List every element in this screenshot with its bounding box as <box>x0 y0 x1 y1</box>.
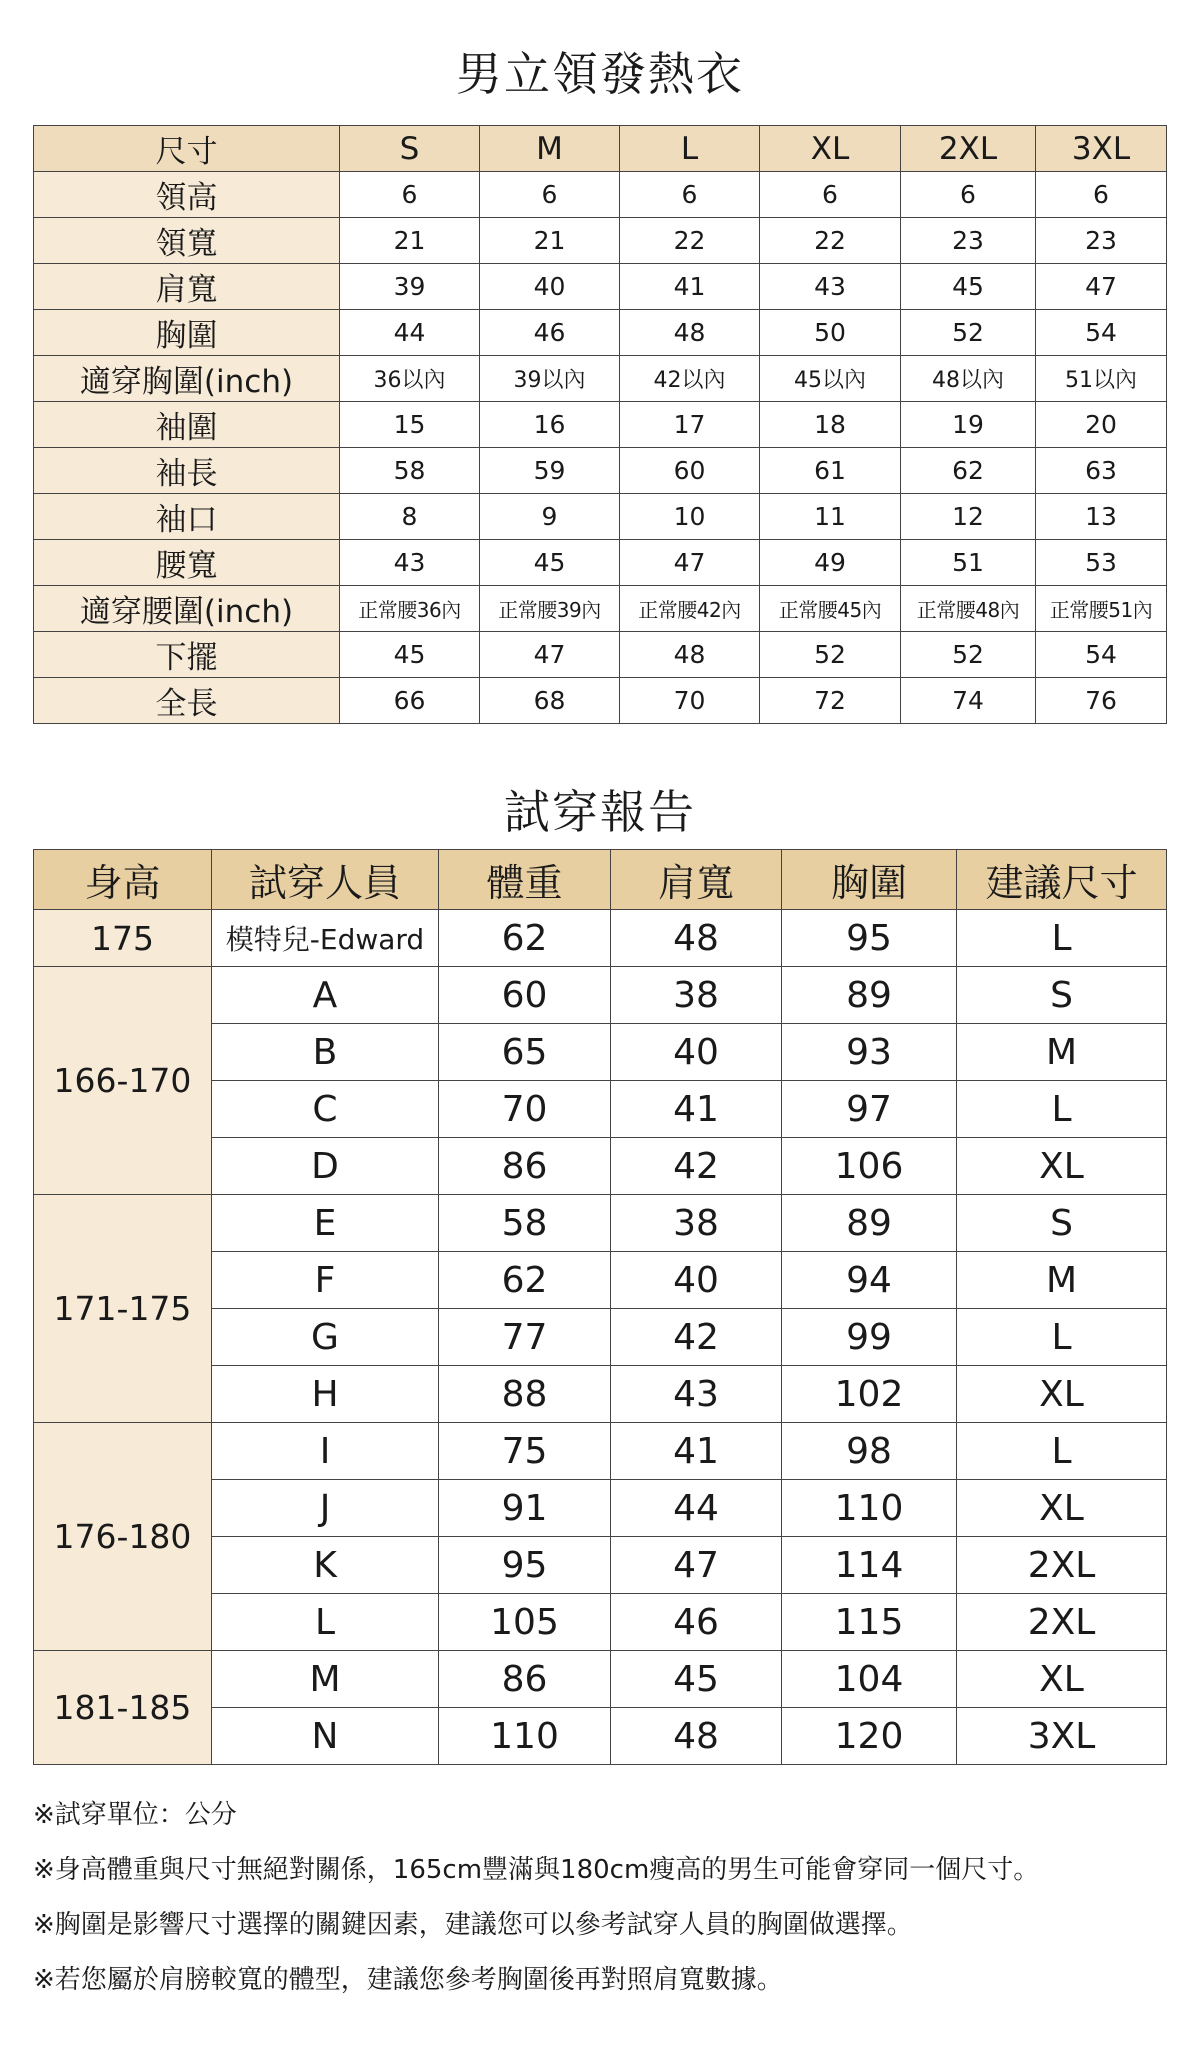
size-row-label: 領高 <box>34 172 340 218</box>
tester-row <box>34 967 1167 1024</box>
size-row-label: 肩寬 <box>34 264 340 310</box>
report-column-header: 試穿人員 <box>212 850 439 910</box>
size-row <box>34 172 1167 218</box>
size-cell: 16 <box>480 402 620 448</box>
tester-weight: 86 <box>439 1651 611 1708</box>
note-shoulder: ※若您屬於肩膀較寬的體型，建議您參考胸圍後再對照肩寬數據。 <box>33 1965 783 1995</box>
tester-name: D <box>212 1138 439 1195</box>
size-cell: 76 <box>1036 678 1167 724</box>
size-cell: 62 <box>901 448 1036 494</box>
tester-shoulder: 42 <box>611 1309 782 1366</box>
tester-weight: 65 <box>439 1024 611 1081</box>
size-cell: 15 <box>340 402 480 448</box>
size-cell: 46 <box>480 310 620 356</box>
size-row <box>34 678 1167 724</box>
tester-shoulder: 43 <box>611 1366 782 1423</box>
size-chart-title: 男立領發熱衣 <box>456 47 744 101</box>
size-cell: 51 <box>901 540 1036 586</box>
model-chest: 95 <box>782 910 957 967</box>
size-cell: 36以內 <box>340 356 480 402</box>
tester-name: B <box>212 1024 439 1081</box>
report-column-header: 建議尺寸 <box>957 850 1167 910</box>
size-column-header: 2XL <box>901 126 1036 172</box>
size-cell: 49 <box>760 540 901 586</box>
tester-chest: 89 <box>782 1195 957 1252</box>
report-column-header: 身高 <box>34 850 212 910</box>
tester-shoulder: 38 <box>611 1195 782 1252</box>
tester-weight: 105 <box>439 1594 611 1651</box>
height-group: 181-185 <box>34 1651 212 1765</box>
tester-name: L <box>212 1594 439 1651</box>
size-cell: 正常腰42內 <box>620 586 760 632</box>
size-cell: 53 <box>1036 540 1167 586</box>
size-cell: 6 <box>340 172 480 218</box>
model-weight: 62 <box>439 910 611 967</box>
tester-chest: 93 <box>782 1024 957 1081</box>
tester-chest: 97 <box>782 1081 957 1138</box>
tester-weight: 91 <box>439 1480 611 1537</box>
size-cell: 48以內 <box>901 356 1036 402</box>
size-row <box>34 540 1167 586</box>
note-chest: ※胸圍是影響尺寸選擇的關鍵因素，建議您可以參考試穿人員的胸圍做選擇。 <box>33 1910 913 1940</box>
size-row <box>34 218 1167 264</box>
size-cell: 9 <box>480 494 620 540</box>
tester-shoulder: 46 <box>611 1594 782 1651</box>
size-cell: 63 <box>1036 448 1167 494</box>
size-cell: 45 <box>340 632 480 678</box>
size-cell: 19 <box>901 402 1036 448</box>
tester-chest: 114 <box>782 1537 957 1594</box>
tester-chest: 94 <box>782 1252 957 1309</box>
size-cell: 50 <box>760 310 901 356</box>
tester-weight: 95 <box>439 1537 611 1594</box>
size-cell: 48 <box>620 310 760 356</box>
tester-weight: 110 <box>439 1708 611 1765</box>
size-cell: 52 <box>760 632 901 678</box>
tester-name: H <box>212 1366 439 1423</box>
tester-name: K <box>212 1537 439 1594</box>
tester-size: L <box>957 1309 1167 1366</box>
model-size: L <box>957 910 1167 967</box>
height-group: 166-170 <box>34 967 212 1195</box>
size-cell: 68 <box>480 678 620 724</box>
tester-name: F <box>212 1252 439 1309</box>
size-row <box>34 264 1167 310</box>
tester-chest: 115 <box>782 1594 957 1651</box>
tester-weight: 88 <box>439 1366 611 1423</box>
tester-name: N <box>212 1708 439 1765</box>
size-cell: 47 <box>1036 264 1167 310</box>
tester-size: 2XL <box>957 1537 1167 1594</box>
report-column-header: 肩寬 <box>611 850 782 910</box>
size-cell: 47 <box>480 632 620 678</box>
tester-shoulder: 47 <box>611 1537 782 1594</box>
tester-weight: 62 <box>439 1252 611 1309</box>
tester-size: L <box>957 1081 1167 1138</box>
size-cell: 54 <box>1036 310 1167 356</box>
size-row-label: 領寬 <box>34 218 340 264</box>
size-cell: 22 <box>620 218 760 264</box>
tester-shoulder: 45 <box>611 1651 782 1708</box>
tester-shoulder: 38 <box>611 967 782 1024</box>
size-cell: 61 <box>760 448 901 494</box>
size-row-label: 腰寬 <box>34 540 340 586</box>
size-cell: 52 <box>901 310 1036 356</box>
size-cell: 58 <box>340 448 480 494</box>
tester-size: L <box>957 1423 1167 1480</box>
tester-shoulder: 40 <box>611 1252 782 1309</box>
tester-chest: 98 <box>782 1423 957 1480</box>
tester-chest: 110 <box>782 1480 957 1537</box>
size-header-row <box>34 126 1167 172</box>
size-cell: 正常腰45內 <box>760 586 901 632</box>
size-column-header: S <box>340 126 480 172</box>
size-cell: 21 <box>340 218 480 264</box>
size-row-label: 下擺 <box>34 632 340 678</box>
size-cell: 70 <box>620 678 760 724</box>
size-header-label: 尺寸 <box>34 126 340 172</box>
size-cell: 47 <box>620 540 760 586</box>
tester-size: S <box>957 967 1167 1024</box>
height-group: 171-175 <box>34 1195 212 1423</box>
report-column-header: 胸圍 <box>782 850 957 910</box>
size-cell: 6 <box>620 172 760 218</box>
tester-chest: 120 <box>782 1708 957 1765</box>
size-cell: 39 <box>340 264 480 310</box>
tester-chest: 106 <box>782 1138 957 1195</box>
tester-chest: 89 <box>782 967 957 1024</box>
tester-shoulder: 40 <box>611 1024 782 1081</box>
height-group: 176-180 <box>34 1423 212 1651</box>
size-cell: 54 <box>1036 632 1167 678</box>
model-row <box>34 910 1167 967</box>
size-cell: 13 <box>1036 494 1167 540</box>
size-cell: 60 <box>620 448 760 494</box>
size-row-label: 袖口 <box>34 494 340 540</box>
size-row <box>34 494 1167 540</box>
size-cell: 42以內 <box>620 356 760 402</box>
size-cell: 21 <box>480 218 620 264</box>
size-cell: 8 <box>340 494 480 540</box>
tester-weight: 70 <box>439 1081 611 1138</box>
tester-name: E <box>212 1195 439 1252</box>
size-row-label: 袖圍 <box>34 402 340 448</box>
tester-size: M <box>957 1252 1167 1309</box>
fit-report-table <box>33 849 1167 1765</box>
tester-shoulder: 42 <box>611 1138 782 1195</box>
tester-chest: 102 <box>782 1366 957 1423</box>
report-column-header: 體重 <box>439 850 611 910</box>
size-cell: 45 <box>480 540 620 586</box>
tester-size: 3XL <box>957 1708 1167 1765</box>
size-cell: 72 <box>760 678 901 724</box>
size-chart-table <box>33 125 1167 724</box>
model-name: 模特兒-Edward <box>212 910 439 967</box>
size-cell: 18 <box>760 402 901 448</box>
size-cell: 23 <box>1036 218 1167 264</box>
tester-shoulder: 44 <box>611 1480 782 1537</box>
size-cell: 10 <box>620 494 760 540</box>
size-column-header: 3XL <box>1036 126 1167 172</box>
note-unit: ※試穿單位：公分 <box>33 1800 237 1830</box>
size-cell: 11 <box>760 494 901 540</box>
size-cell: 39以內 <box>480 356 620 402</box>
tester-shoulder: 48 <box>611 1708 782 1765</box>
tester-weight: 77 <box>439 1309 611 1366</box>
tester-size: XL <box>957 1480 1167 1537</box>
size-cell: 52 <box>901 632 1036 678</box>
size-column-header: M <box>480 126 620 172</box>
size-cell: 6 <box>901 172 1036 218</box>
size-row <box>34 402 1167 448</box>
size-cell: 41 <box>620 264 760 310</box>
size-row <box>34 632 1167 678</box>
tester-size: S <box>957 1195 1167 1252</box>
size-row-label: 袖長 <box>34 448 340 494</box>
tester-row <box>34 1423 1167 1480</box>
size-cell: 44 <box>340 310 480 356</box>
size-cell: 12 <box>901 494 1036 540</box>
size-cell: 20 <box>1036 402 1167 448</box>
tester-size: XL <box>957 1138 1167 1195</box>
size-cell: 74 <box>901 678 1036 724</box>
size-cell: 23 <box>901 218 1036 264</box>
size-row <box>34 310 1167 356</box>
fit-report-title: 試穿報告 <box>504 785 696 839</box>
size-cell: 48 <box>620 632 760 678</box>
tester-name: J <box>212 1480 439 1537</box>
tester-chest: 99 <box>782 1309 957 1366</box>
size-row-label: 適穿腰圍(inch) <box>34 586 340 632</box>
tester-name: G <box>212 1309 439 1366</box>
size-cell: 59 <box>480 448 620 494</box>
size-cell: 正常腰39內 <box>480 586 620 632</box>
tester-chest: 104 <box>782 1651 957 1708</box>
size-cell: 66 <box>340 678 480 724</box>
tester-weight: 86 <box>439 1138 611 1195</box>
size-row <box>34 586 1167 632</box>
size-cell: 6 <box>1036 172 1167 218</box>
size-cell: 45 <box>901 264 1036 310</box>
size-row-label: 適穿胸圍(inch) <box>34 356 340 402</box>
note-height-weight: ※身高體重與尺寸無絕對關係，165cm豐滿與180cm瘦高的男生可能會穿同一個尺寸。 <box>33 1855 1040 1885</box>
size-row <box>34 356 1167 402</box>
size-cell: 51以內 <box>1036 356 1167 402</box>
tester-weight: 58 <box>439 1195 611 1252</box>
report-header-row <box>34 850 1167 910</box>
model-height: 175 <box>34 910 212 967</box>
tester-weight: 75 <box>439 1423 611 1480</box>
size-row-label: 胸圍 <box>34 310 340 356</box>
size-column-header: XL <box>760 126 901 172</box>
size-cell: 正常腰48內 <box>901 586 1036 632</box>
tester-name: C <box>212 1081 439 1138</box>
tester-shoulder: 41 <box>611 1081 782 1138</box>
tester-row <box>34 1651 1167 1708</box>
size-cell: 正常腰51內 <box>1036 586 1167 632</box>
size-cell: 正常腰36內 <box>340 586 480 632</box>
tester-size: M <box>957 1024 1167 1081</box>
size-cell: 43 <box>760 264 901 310</box>
size-cell: 40 <box>480 264 620 310</box>
model-shoulder: 48 <box>611 910 782 967</box>
size-row <box>34 448 1167 494</box>
tester-size: 2XL <box>957 1594 1167 1651</box>
tester-name: I <box>212 1423 439 1480</box>
size-column-header: L <box>620 126 760 172</box>
tester-row <box>34 1195 1167 1252</box>
size-cell: 43 <box>340 540 480 586</box>
tester-name: A <box>212 967 439 1024</box>
tester-weight: 60 <box>439 967 611 1024</box>
size-row-label: 全長 <box>34 678 340 724</box>
size-cell: 6 <box>480 172 620 218</box>
size-cell: 45以內 <box>760 356 901 402</box>
tester-size: XL <box>957 1366 1167 1423</box>
tester-size: XL <box>957 1651 1167 1708</box>
size-cell: 22 <box>760 218 901 264</box>
notes <box>33 1788 1173 2008</box>
size-cell: 6 <box>760 172 901 218</box>
tester-name: M <box>212 1651 439 1708</box>
size-cell: 17 <box>620 402 760 448</box>
tester-shoulder: 41 <box>611 1423 782 1480</box>
